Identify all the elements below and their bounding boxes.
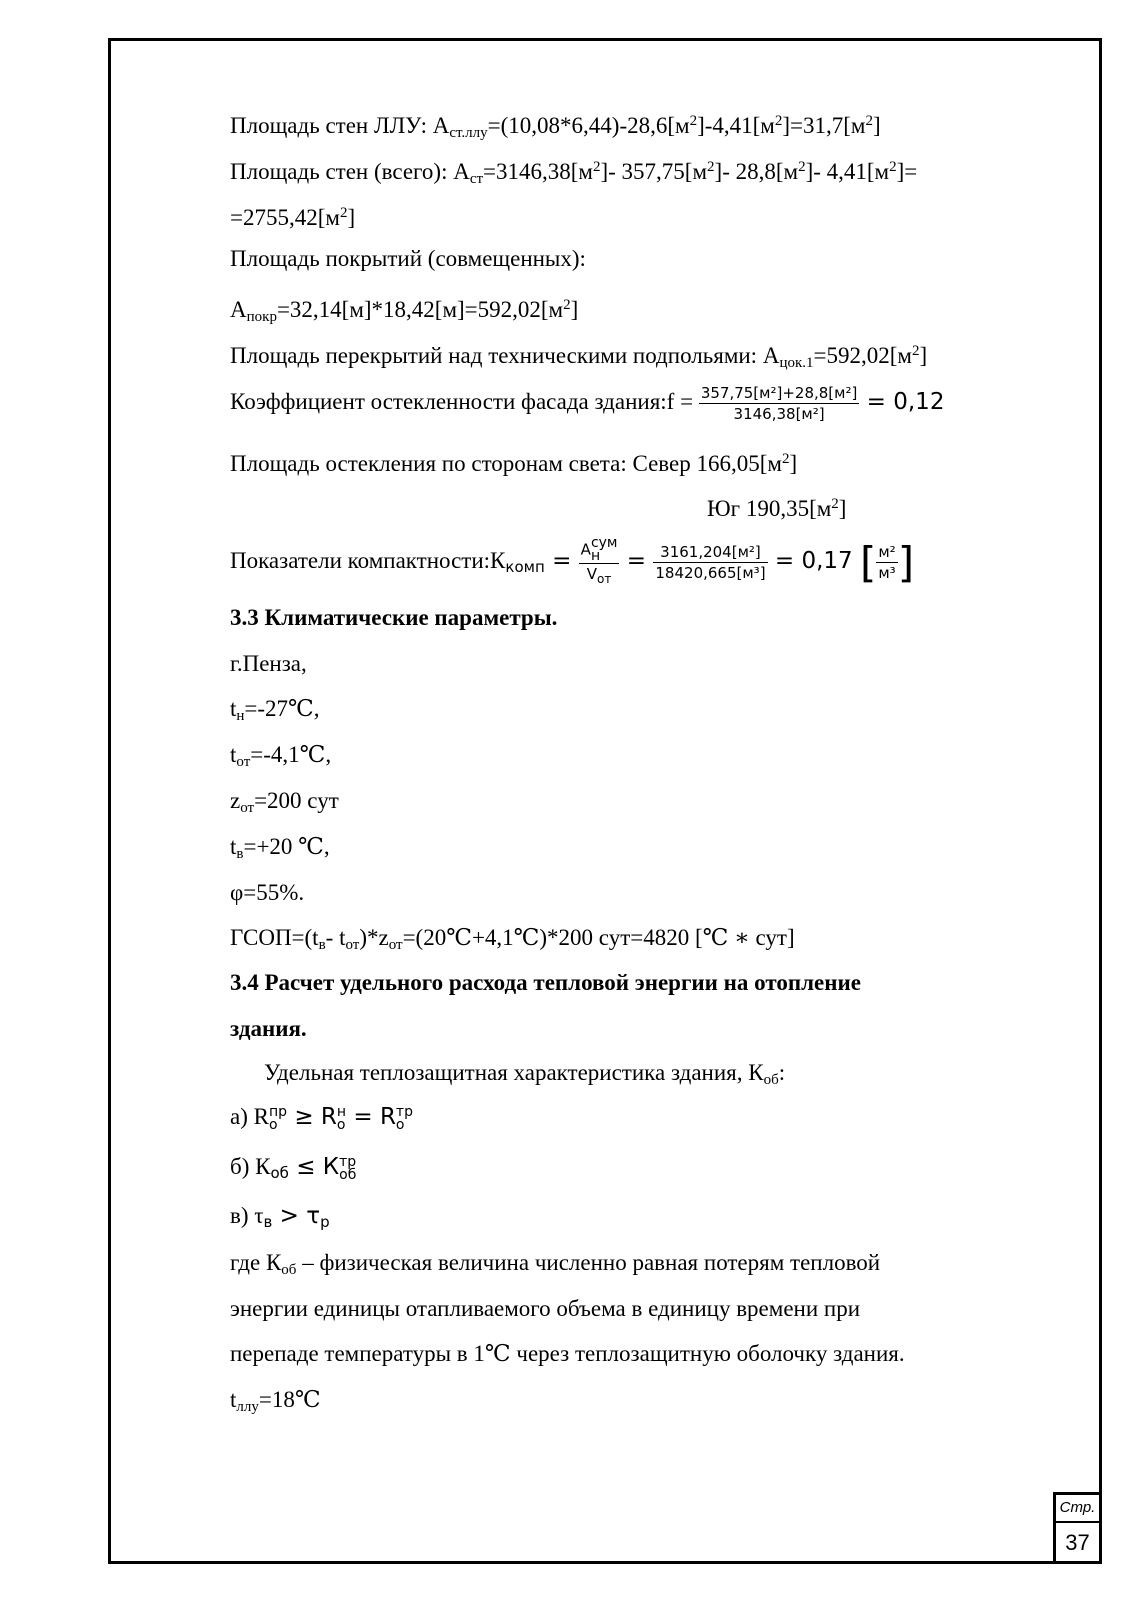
definition-line-2: энергии единицы отапливаемого объема в единицу времени при — [230, 1296, 861, 1321]
definition-line-1: где $К_{об}$ – физическая величина численно равная потерям тепловой — [230, 1250, 881, 1278]
glazing-coefficient: Коэффициент остекленности фасада здания:f = $\frac{\text{357,75[м²]+28,8[м²]}}{\text{3146,38[м²]}}$ = 0,12 — [230, 384, 945, 424]
climate-z-heating: $z_{от}=200$ сут — [230, 788, 339, 816]
glazing-north: Площадь остекления по сторонам света: Север $166,05[м^2]$ — [230, 451, 798, 476]
climate-t-heating: $t_{от}=-4,1℃$, — [230, 742, 332, 770]
compactness-formula: Показатели $компактности:К_{комп}$ = Асум н $V_{от}$ = $\frac{\text{3161,204[м²]}}{\text{18420,665[м³]}}$ = 0,17 [ $\frac{\text{м²}}{\text{м³}}$ ] — [230, 534, 915, 587]
llu-temperature: $t_{ллу}=18℃$ — [230, 1387, 321, 1415]
floor-area-formula: Площадь перекрытий над техническими подпольями: $А_{цок.1}=592,02[м^2]$ — [230, 343, 928, 371]
compactness-fraction-numeric: $\frac{\text{3161,204[м²]}}{\text{18420,665[м³]}}$ — [655, 543, 766, 583]
glazing-fraction: $\frac{\text{357,75[м²]+28,8[м²]}}{\text{3146,38[м²]}}$ — [700, 384, 858, 424]
climate-t-indoor: $t_в=+20$ ℃, — [230, 834, 330, 862]
compactness-unit: $\frac{\text{м²}}{\text{м³}}$ — [878, 543, 896, 583]
glazing-south: Юг $190,35[м^2]$ — [707, 496, 847, 521]
compactness-fraction-symbolic: Асум н $V_{от}$ — [580, 534, 618, 586]
section-heading-3-4: 3.4 Расчет удельного расхода тепловой энергии на отопление — [230, 970, 861, 995]
climate-t-outdoor: $t_н=-27℃$, — [230, 696, 320, 724]
roof-area-formula: $А_{покр}=32,14[м]*18,42[м]=592,02[м^2]$ — [230, 297, 579, 325]
wall-area-total: Площадь стен (всего): $А_{ст}=3146,38[м^2]-$ $357,75[м^2]-$ $28,8[м^2]-$ $4,41[м^2]=$ — [230, 159, 918, 187]
condition-b: б) $К_{об}$ ≤ Ктр об — [230, 1153, 357, 1183]
section-heading-3-3: 3.3 Климатические параметры. — [230, 605, 558, 630]
roof-area-heading: Площадь покрытий (совмещенных): — [230, 246, 586, 271]
page-label: Стр. — [1056, 1495, 1099, 1523]
condition-c: в) $\tau_в > \tau_р$ — [230, 1203, 330, 1231]
climate-city: г.Пенза, — [230, 651, 307, 676]
climate-humidity: φ=55%. — [230, 880, 305, 905]
condition-a: а) Rпр о ≥ Rн о = Rтр о — [230, 1103, 413, 1133]
wall-area-llu: Площадь стен ЛЛУ: $А_{ст.ллу}=(10,08*6,44)-28,6[м^2]-4,41[м^2]=31,7[м^2]$ — [230, 113, 881, 141]
page-number: 37 — [1065, 1530, 1090, 1555]
definition-line-3: перепаде температуры в 1℃ через теплозащитную оболочку здания. — [230, 1341, 905, 1366]
page-number-box — [1053, 1492, 1102, 1564]
section-heading-3-4-cont: здания. — [230, 1016, 307, 1041]
wall-area-total-result: $=2755,42[м^2]$ — [230, 205, 356, 230]
degree-days-formula: $ГСОП=(t_в-$ $t_{от})*z_{от}=(20℃+4,1℃)*200$ сут=4820 [℃ ∗ сут] — [230, 925, 795, 953]
thermal-characteristic-intro: Удельная теплозащитная характеристика здания, $К_{об}$: — [264, 1060, 786, 1088]
